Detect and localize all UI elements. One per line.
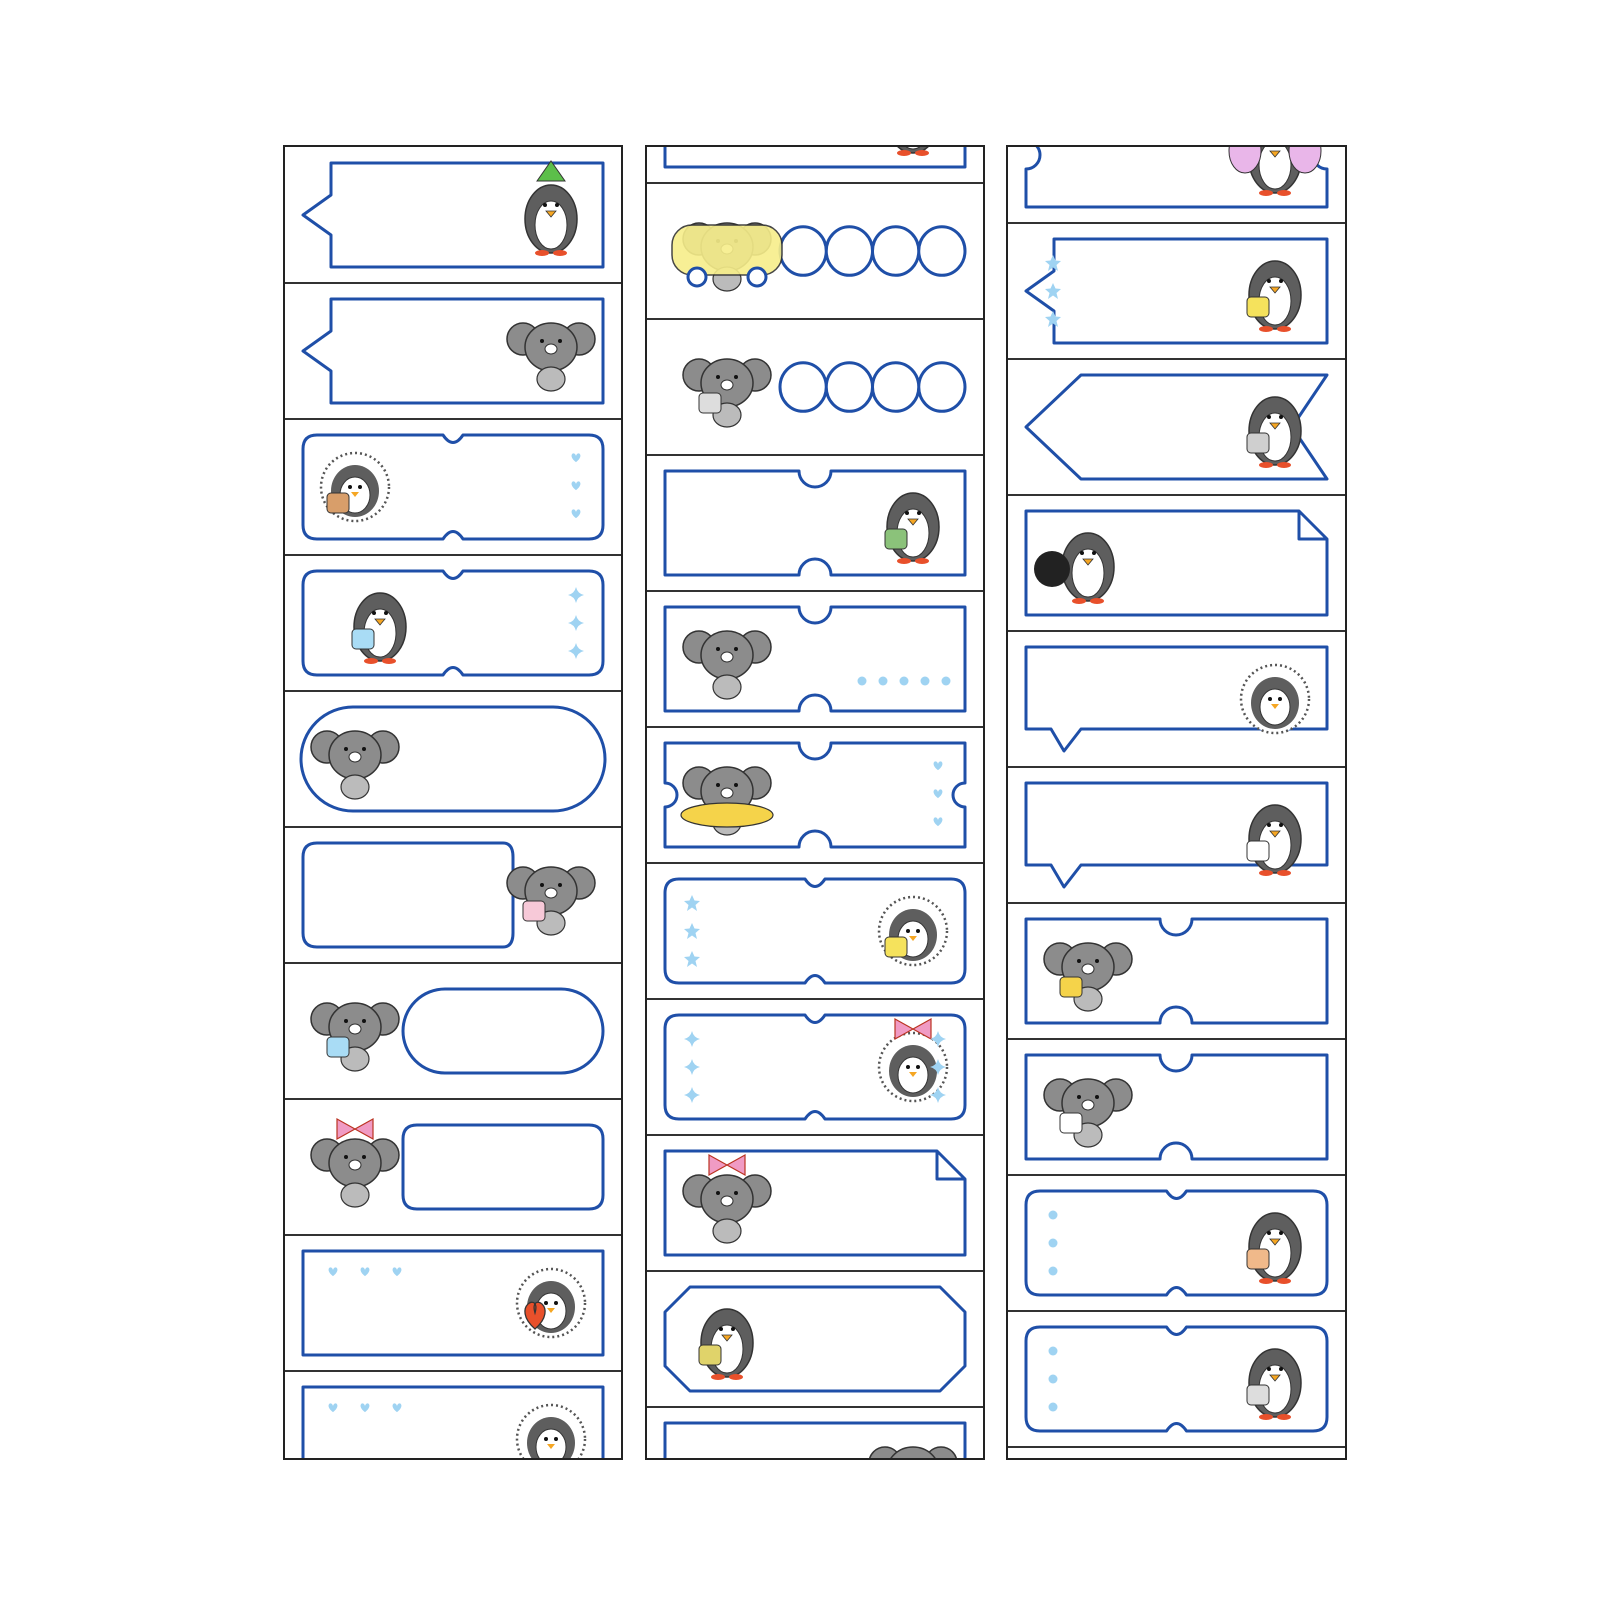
koala-character (311, 731, 399, 799)
koala-eye (558, 883, 562, 887)
penguin-eye (1267, 1367, 1271, 1371)
hedgehog-character (517, 1405, 585, 1458)
star-icon (684, 923, 700, 939)
koala-eye (344, 1155, 348, 1159)
dot-icon (1049, 1403, 1058, 1412)
penguin-eye (372, 611, 376, 615)
penguin-foot (382, 658, 396, 664)
hedgehog-character (879, 1019, 947, 1101)
label-10 (647, 1287, 983, 1407)
koala-eye (734, 375, 738, 379)
penguin-eye (1267, 1231, 1271, 1235)
penguin-foot (1259, 190, 1273, 196)
star-icon (1045, 283, 1061, 299)
label-4 (1008, 511, 1345, 631)
koala-body (713, 675, 741, 699)
basket-icon (699, 393, 721, 413)
hedgehog-character (517, 1269, 585, 1337)
hedgehog-eye (544, 1437, 548, 1441)
penguin-foot (1277, 326, 1291, 332)
car-wheel-icon (688, 268, 706, 286)
koala-character (683, 359, 771, 427)
koala-body (713, 1219, 741, 1243)
koala-nose (1082, 1100, 1094, 1110)
penguin-foot (1277, 462, 1291, 468)
penguin-foot (364, 658, 378, 664)
label-2 (647, 223, 983, 319)
hedgehog-eye (916, 1065, 920, 1069)
banana-icon (1247, 297, 1269, 317)
penguin-character (1247, 1349, 1301, 1420)
label-6 (1008, 783, 1345, 903)
strip-right-canvas (1008, 147, 1345, 1458)
ball-icon (1034, 551, 1070, 587)
dot-icon (1049, 1375, 1058, 1384)
dot-icon (879, 677, 888, 686)
label-5 (285, 707, 621, 827)
strip-middle-canvas (647, 147, 983, 1458)
label-frame (403, 1125, 603, 1209)
star-wand-icon (1060, 977, 1082, 997)
koala-body (341, 775, 369, 799)
hedgehog-eye (906, 1065, 910, 1069)
earmuffs-icon (1247, 1385, 1269, 1405)
label-10 (285, 1387, 621, 1458)
label-5 (647, 607, 983, 727)
label-frame (780, 227, 965, 276)
hedgehog-eye (544, 1301, 548, 1305)
hedgehog-eye (554, 1437, 558, 1441)
penguin-eye (555, 203, 559, 207)
koala-character (869, 1447, 957, 1458)
label-11 (647, 1423, 983, 1458)
koala-nose (545, 344, 557, 354)
penguin-foot (535, 250, 549, 256)
heart-icon (329, 1403, 338, 1412)
sparkle-icon (568, 587, 584, 603)
heart-icon (393, 1267, 402, 1276)
penguin-foot (1277, 870, 1291, 876)
penguin-eye (1267, 823, 1271, 827)
deco-group (1045, 255, 1061, 327)
koala-nose (721, 652, 733, 662)
blanket-icon (352, 629, 374, 649)
sparkle-icon (684, 1059, 700, 1075)
label-3 (647, 359, 983, 455)
penguin-foot (1090, 598, 1104, 604)
penguin-character (525, 161, 577, 256)
penguin-foot (1259, 1414, 1273, 1420)
penguin-eye (1279, 823, 1283, 827)
penguin-character (1247, 261, 1301, 332)
penguin-character (1034, 533, 1114, 604)
penguin-foot (1277, 1414, 1291, 1420)
hedgehog-eye (906, 929, 910, 933)
koala-character (683, 1155, 771, 1243)
strip-middle (645, 145, 985, 1460)
penguin-eye (1279, 279, 1283, 283)
penguin-eye (917, 511, 921, 515)
bow-icon (709, 1155, 745, 1175)
koala-eye (716, 375, 720, 379)
label-1 (647, 147, 983, 183)
dot-icon (1049, 1239, 1058, 1248)
label-frame (303, 571, 603, 675)
deco-group (1049, 1211, 1058, 1276)
koala-eye (734, 1191, 738, 1195)
hedgehog-eye (1278, 697, 1282, 701)
dot-icon (858, 677, 867, 686)
penguin-eye (1279, 415, 1283, 419)
koala-eye (362, 1019, 366, 1023)
koala-character (1044, 1079, 1132, 1147)
hedgehog-character (1241, 665, 1309, 733)
penguin-foot (1072, 598, 1086, 604)
sparkle-icon (568, 615, 584, 631)
deco-group (684, 1031, 700, 1103)
penguin-character (1247, 1213, 1301, 1284)
koala-body (537, 367, 565, 391)
strip-left-canvas (285, 147, 621, 1458)
star-icon (684, 895, 700, 911)
dot-icon (921, 677, 930, 686)
penguin-foot (1259, 870, 1273, 876)
heart-icon (934, 761, 943, 770)
bottle-icon (885, 529, 907, 549)
penguin-character (352, 593, 406, 664)
penguin-character (1229, 147, 1321, 196)
heart-icon (329, 1267, 338, 1276)
star-icon (684, 951, 700, 967)
koala-nose (721, 1196, 733, 1206)
label-4 (285, 571, 621, 691)
koala-eye (540, 883, 544, 887)
label-2 (1008, 239, 1345, 359)
penguin-foot (553, 250, 567, 256)
koala-eye (344, 1019, 348, 1023)
heart-icon (934, 817, 943, 826)
label-4 (647, 471, 983, 591)
label-1 (1008, 147, 1345, 223)
label-10 (1008, 1327, 1345, 1447)
deco-group (684, 895, 700, 967)
label-7 (285, 989, 621, 1099)
hedgehog-eye (358, 485, 362, 489)
koala-nose (545, 888, 557, 898)
koala-eye (1077, 959, 1081, 963)
koala-nose (349, 1024, 361, 1034)
hedgehog-character (879, 897, 947, 965)
bag-icon (1247, 1249, 1269, 1269)
koala-character (1044, 943, 1132, 1011)
penguin-eye (1267, 279, 1271, 283)
dot-icon (1049, 1347, 1058, 1356)
sparkle-icon (684, 1087, 700, 1103)
penguin-eye (731, 1327, 735, 1331)
penguin-foot (1259, 1278, 1273, 1284)
koala-eye (716, 783, 720, 787)
koala-character (507, 867, 595, 935)
penguin-eye (384, 611, 388, 615)
koala-eye (1077, 1095, 1081, 1099)
koala-nose (721, 380, 733, 390)
penguin-eye (1080, 551, 1084, 555)
laptop-icon (1247, 433, 1269, 453)
sparkle-icon (684, 1031, 700, 1047)
car-wheel-icon (748, 268, 766, 286)
penguin-foot (1277, 1278, 1291, 1284)
penguin-character (1247, 397, 1301, 468)
strip-right (1006, 145, 1347, 1460)
heart-icon (572, 481, 581, 490)
car-icon (672, 225, 782, 275)
label-8 (1008, 1055, 1345, 1175)
heart-icon (393, 1403, 402, 1412)
koala-character (311, 1119, 399, 1207)
koala-character (507, 323, 595, 391)
label-6 (285, 843, 621, 963)
label-5 (1008, 647, 1345, 767)
koala-eye (734, 783, 738, 787)
heart-icon (361, 1267, 370, 1276)
koala-eye (362, 747, 366, 751)
koala-character (681, 767, 773, 835)
label-9 (1008, 1191, 1345, 1311)
penguin-eye (543, 203, 547, 207)
penguin-character (887, 147, 939, 156)
heart-icon (934, 789, 943, 798)
dot-icon (942, 677, 951, 686)
koala-body (341, 1183, 369, 1207)
penguin-foot (897, 558, 911, 564)
strip-left (283, 145, 623, 1460)
label-8 (285, 1119, 621, 1235)
label-7 (647, 879, 983, 999)
penguin-foot (915, 558, 929, 564)
label-3 (1008, 375, 1345, 495)
heart-icon (572, 453, 581, 462)
label-9 (647, 1151, 983, 1271)
label-6 (647, 743, 983, 863)
sparkle-icon (568, 643, 584, 659)
penguin-foot (1259, 462, 1273, 468)
heart-icon (361, 1403, 370, 1412)
penguin-eye (1267, 415, 1271, 419)
dot-icon (1049, 1267, 1058, 1276)
ice-cream-icon (327, 1037, 349, 1057)
koala-character (672, 223, 782, 291)
label-8 (647, 1015, 983, 1135)
penguin-foot (1259, 326, 1273, 332)
hedgehog-eye (1268, 697, 1272, 701)
label-frame (303, 843, 513, 947)
label-frame (403, 989, 603, 1073)
penguin-foot (915, 150, 929, 156)
label-3 (285, 435, 621, 555)
penguin-character (885, 493, 939, 564)
penguin-foot (1277, 190, 1291, 196)
koala-nose (349, 752, 361, 762)
boat-icon (681, 803, 773, 827)
koala-character (311, 1003, 399, 1071)
koala-eye (734, 647, 738, 651)
koala-eye (716, 1191, 720, 1195)
keys-icon (699, 1345, 721, 1365)
label-9 (285, 1251, 621, 1371)
penguin-belly (1072, 549, 1104, 597)
penguin-eye (1279, 1367, 1283, 1371)
koala-eye (1095, 959, 1099, 963)
koala-nose (1082, 964, 1094, 974)
envelope-icon (1247, 841, 1269, 861)
label-frame (780, 363, 965, 412)
koala-nose (349, 1160, 361, 1170)
bags-icon (1060, 1113, 1082, 1133)
penguin-character (699, 1309, 753, 1380)
koala-eye (344, 747, 348, 751)
bow-icon (337, 1119, 373, 1139)
heart-icon (572, 509, 581, 518)
koala-eye (716, 647, 720, 651)
hedgehog-eye (348, 485, 352, 489)
banana-icon (885, 937, 907, 957)
penguin-foot (711, 1374, 725, 1380)
book-icon (523, 901, 545, 921)
dot-icon (900, 677, 909, 686)
hedgehog-eye (554, 1301, 558, 1305)
penguin-foot (897, 150, 911, 156)
koala-character (683, 631, 771, 699)
label-1 (285, 161, 621, 283)
penguin-eye (1092, 551, 1096, 555)
label-2 (285, 299, 621, 419)
penguin-belly (535, 201, 567, 249)
penguin-eye (1279, 1231, 1283, 1235)
hedgehog-character (321, 453, 389, 521)
deco-group (1049, 1347, 1058, 1412)
penguin-eye (719, 1327, 723, 1331)
guitar-icon (327, 493, 349, 513)
penguin-foot (729, 1374, 743, 1380)
koala-eye (1095, 1095, 1099, 1099)
koala-eye (362, 1155, 366, 1159)
koala-nose (721, 788, 733, 798)
hedgehog-eye (916, 929, 920, 933)
label-7 (1008, 919, 1345, 1039)
koala-eye (558, 339, 562, 343)
penguin-eye (905, 511, 909, 515)
koala-eye (540, 339, 544, 343)
dot-icon (1049, 1211, 1058, 1220)
